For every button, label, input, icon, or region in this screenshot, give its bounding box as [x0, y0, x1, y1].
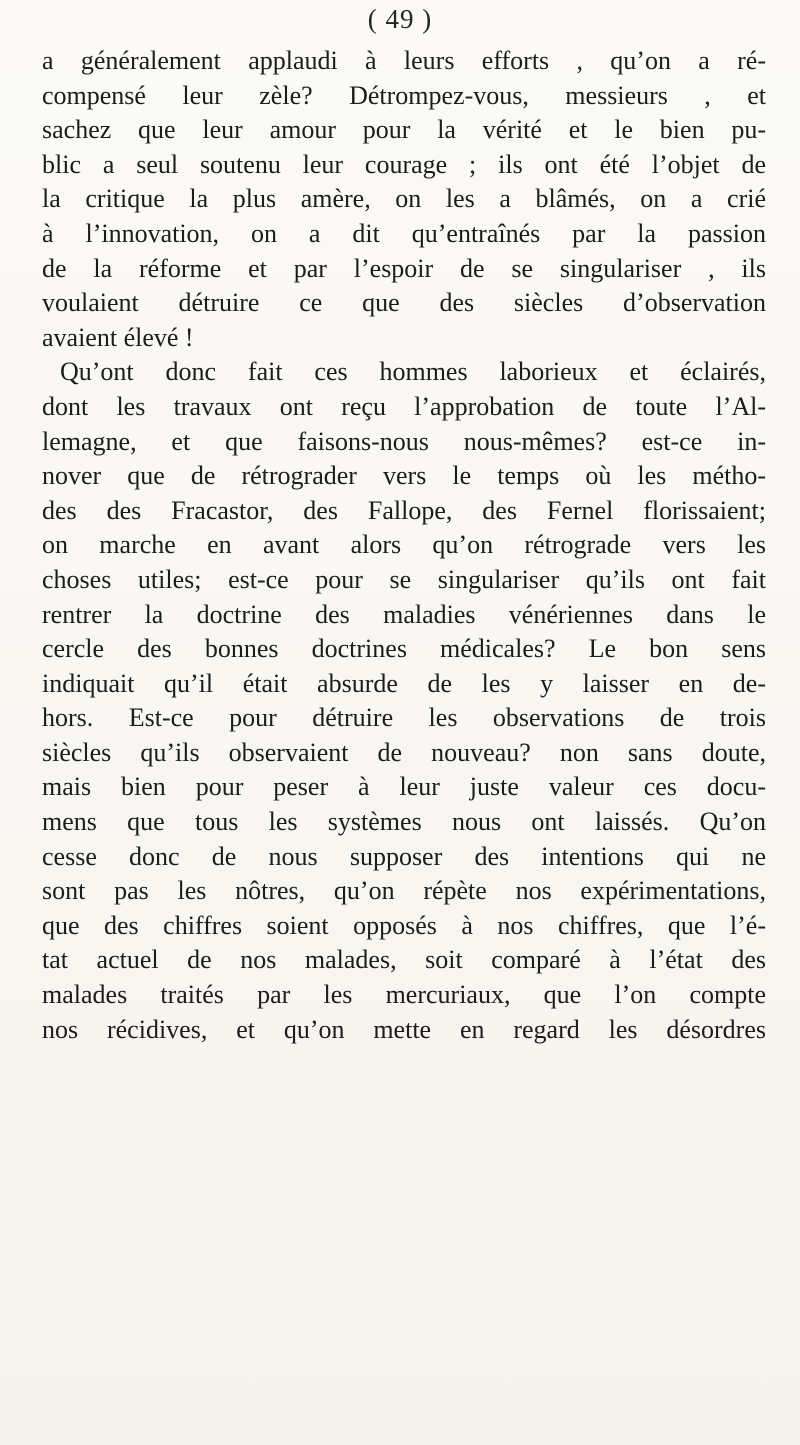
text-line: dont les travaux ont reçu l’approbation de toute l’Al- — [42, 391, 766, 421]
text-line: voulaient détruire ce que des siècles d’observation — [42, 288, 766, 318]
text-line: cesse donc de nous supposer des intentions qui ne — [42, 841, 766, 871]
text-line: choses utiles; est-ce pour se singulariser qu’ils ont fait — [42, 564, 766, 594]
text-line: indiquait qu’il était absurde de les y laisser en de- — [42, 668, 766, 698]
text-line: lemagne, et que faisons-nous nous-mêmes? est-ce in- — [42, 426, 766, 456]
text-line: à l’innovation, on a dit qu’entraînés par la passion — [42, 218, 766, 248]
text-line: des des Fracastor, des Fallope, des Fernel florissaient; — [42, 495, 766, 525]
text-line: sachez que leur amour pour la vérité et le bien pu- — [42, 115, 766, 145]
text-line: siècles qu’ils observaient de nouveau? non sans doute, — [42, 737, 766, 767]
text-line: blic a seul soutenu leur courage ; ils ont été l’objet de — [42, 149, 766, 179]
paragraph-end-line: avaient élevé ! — [42, 322, 194, 352]
text-line: tat actuel de nos malades, soit comparé à l’état des — [42, 945, 766, 975]
text-line: mais bien pour peser à leur juste valeur ces docu- — [42, 772, 766, 802]
text-line: malades traités par les mercuriaux, que l’on compte — [42, 980, 766, 1010]
text-line: que des chiffres soient opposés à nos chiffres, que l’é- — [42, 910, 766, 940]
text-line: a généralement applaudi à leurs efforts , qu’on a ré- — [42, 46, 766, 75]
text-line: mens que tous les systèmes nous ont laissés. Qu’on — [42, 807, 766, 837]
text-line: rentrer la doctrine des maladies vénériennes dans le — [42, 599, 766, 629]
text-line: on marche en avant alors qu’on rétrograde vers les — [42, 530, 766, 560]
body-text — [42, 44, 766, 1047]
text-line: nos récidives, et qu’on mette en regard les désordres — [42, 1014, 766, 1044]
page-number: ( 49 ) — [367, 4, 433, 34]
text-line: compensé leur zèle? Détrompez-vous, messieurs , et — [42, 80, 766, 110]
text-line: nover que de rétrograder vers le temps où les métho- — [42, 461, 766, 491]
paragraph-start-line: Qu’ont donc fait ces hommes laborieux et éclairés, — [60, 357, 766, 387]
text-line: de la réforme et par l’espoir de se singulariser , ils — [42, 253, 766, 283]
text-line: la critique la plus amère, on les a blâmés, on a crié — [42, 184, 766, 214]
text-line: hors. Est-ce pour détruire les observations de trois — [42, 703, 766, 733]
text-line: cercle des bonnes doctrines médicales? Le bon sens — [42, 634, 766, 664]
text-line: sont pas les nôtres, qu’on répète nos expérimentations, — [42, 876, 766, 906]
